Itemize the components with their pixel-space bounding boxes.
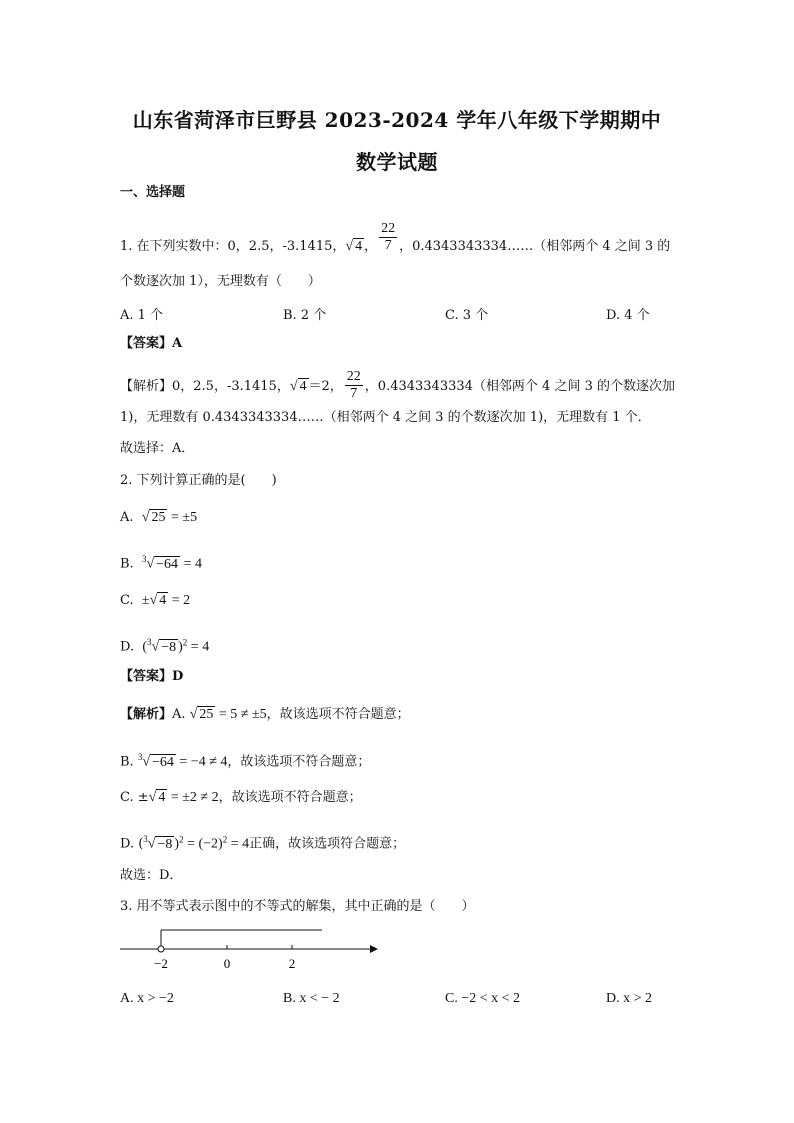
q2-answer: 【答案】D <box>120 669 184 684</box>
document-subtitle: 数学试题 <box>356 150 438 174</box>
q3-option-c[interactable]: C. −2 < x < 2 <box>445 991 521 1006</box>
q1-analysis-line3: 故选择：A． <box>120 441 195 456</box>
section-heading: 一、选择题 <box>120 185 186 200</box>
q1-analysis-line1 <box>120 370 675 403</box>
q2-stem: 2. 下列计算正确的是( ) <box>120 473 277 488</box>
q1-suffix: ，0.4343343334……（相邻两个 4 之间 3 的 <box>399 239 671 254</box>
q3-option-d[interactable]: D. x > 2 <box>606 991 653 1006</box>
q3-stem: 3. 用不等式表示图中的不等式的解集，其中正确的是（ ） <box>120 899 475 914</box>
q1-sqrt: √ 4 <box>345 239 363 254</box>
tick-label-2: 2 <box>288 956 296 971</box>
q2-analysis-b: B. $^3$√ −64 = −4 ≠ 4，故该选项不符合题意； <box>120 752 371 770</box>
q1-answer: 【答案】A <box>120 336 183 351</box>
q1-fraction: $\frac{22}{7}$ <box>381 221 396 253</box>
q2-conclusion: 故选：D． <box>120 868 183 883</box>
number-line-arrowhead <box>370 945 378 953</box>
q2-option-c[interactable]: C. ±√ 4 = 2 <box>120 593 191 608</box>
q1-option-c[interactable]: C. 3 个 <box>445 308 489 323</box>
document-title: 山东省菏泽市巨野县 2023-2024 学年八年级下学期期中 <box>132 108 662 132</box>
q1-option-a[interactable]: A. 1 个 <box>120 308 164 323</box>
q1-analysis-a: 【解析】0，2.5，-3.1415， <box>120 379 290 394</box>
q2-analysis-a: 【解析】A. √ 25 = 5 ≠ ±5，故该选项不符合题意； <box>120 707 410 722</box>
q1-analysis-c: ，0.4343343334（相邻两个 4 之间 3 的个数逐次加 <box>364 379 675 394</box>
q1-analysis-sqrt: √ 4 <box>289 379 307 394</box>
q1-option-b[interactable]: B. 2 个 <box>283 308 327 323</box>
q3-option-b[interactable]: B. x < − 2 <box>283 991 340 1006</box>
q1-analysis-b: ＝2， <box>308 379 343 394</box>
tick-label-0: 0 <box>223 956 231 971</box>
q2-analysis-d: D. ($^3$√ −8 )$^2 = (-2)^2 = 4$正确，故该选项符合题意； <box>120 834 406 852</box>
q3-option-a[interactable]: A. x > −2 <box>120 991 174 1006</box>
number-line-figure <box>118 924 380 974</box>
tick-label-neg2: −2 <box>154 956 168 971</box>
q1-stem-line2: 个数逐次加 1），无理数有（ ） <box>120 274 321 289</box>
q1-analysis-fraction: $\frac{22}{7}$ <box>346 369 361 401</box>
q2-option-d[interactable]: D. ($^3$√ −8 )$^2$ = 4 <box>120 637 210 655</box>
q1-analysis-line2: 1)，无理数有 0.4343343334……（相邻两个 4 之间 3 的个数逐次加 1)，无理数有 1 个． <box>120 410 651 425</box>
q1-prefix: 1. 在下列实数中：0，2.5，-3.1415， <box>120 239 346 254</box>
open-circle-marker <box>158 946 164 952</box>
q1-option-d[interactable]: D. 4 个 <box>606 308 650 323</box>
q2-option-b[interactable]: B. $^3$√ −64 = 4 <box>120 554 202 572</box>
q1-stem-line1: 1. 在下列实数中：0，2.5，-3.1415，√ 4 ， $\frac{22}{7}$ ，0.4343343334……（相邻两个 4 之间 3 的 <box>120 221 671 254</box>
q2-analysis-c: C. ±√ 4 = ±2 ≠ 2，故该选项不符合题意； <box>120 790 362 805</box>
q2-option-a[interactable]: A. √ 25 = ±5 <box>120 510 198 525</box>
